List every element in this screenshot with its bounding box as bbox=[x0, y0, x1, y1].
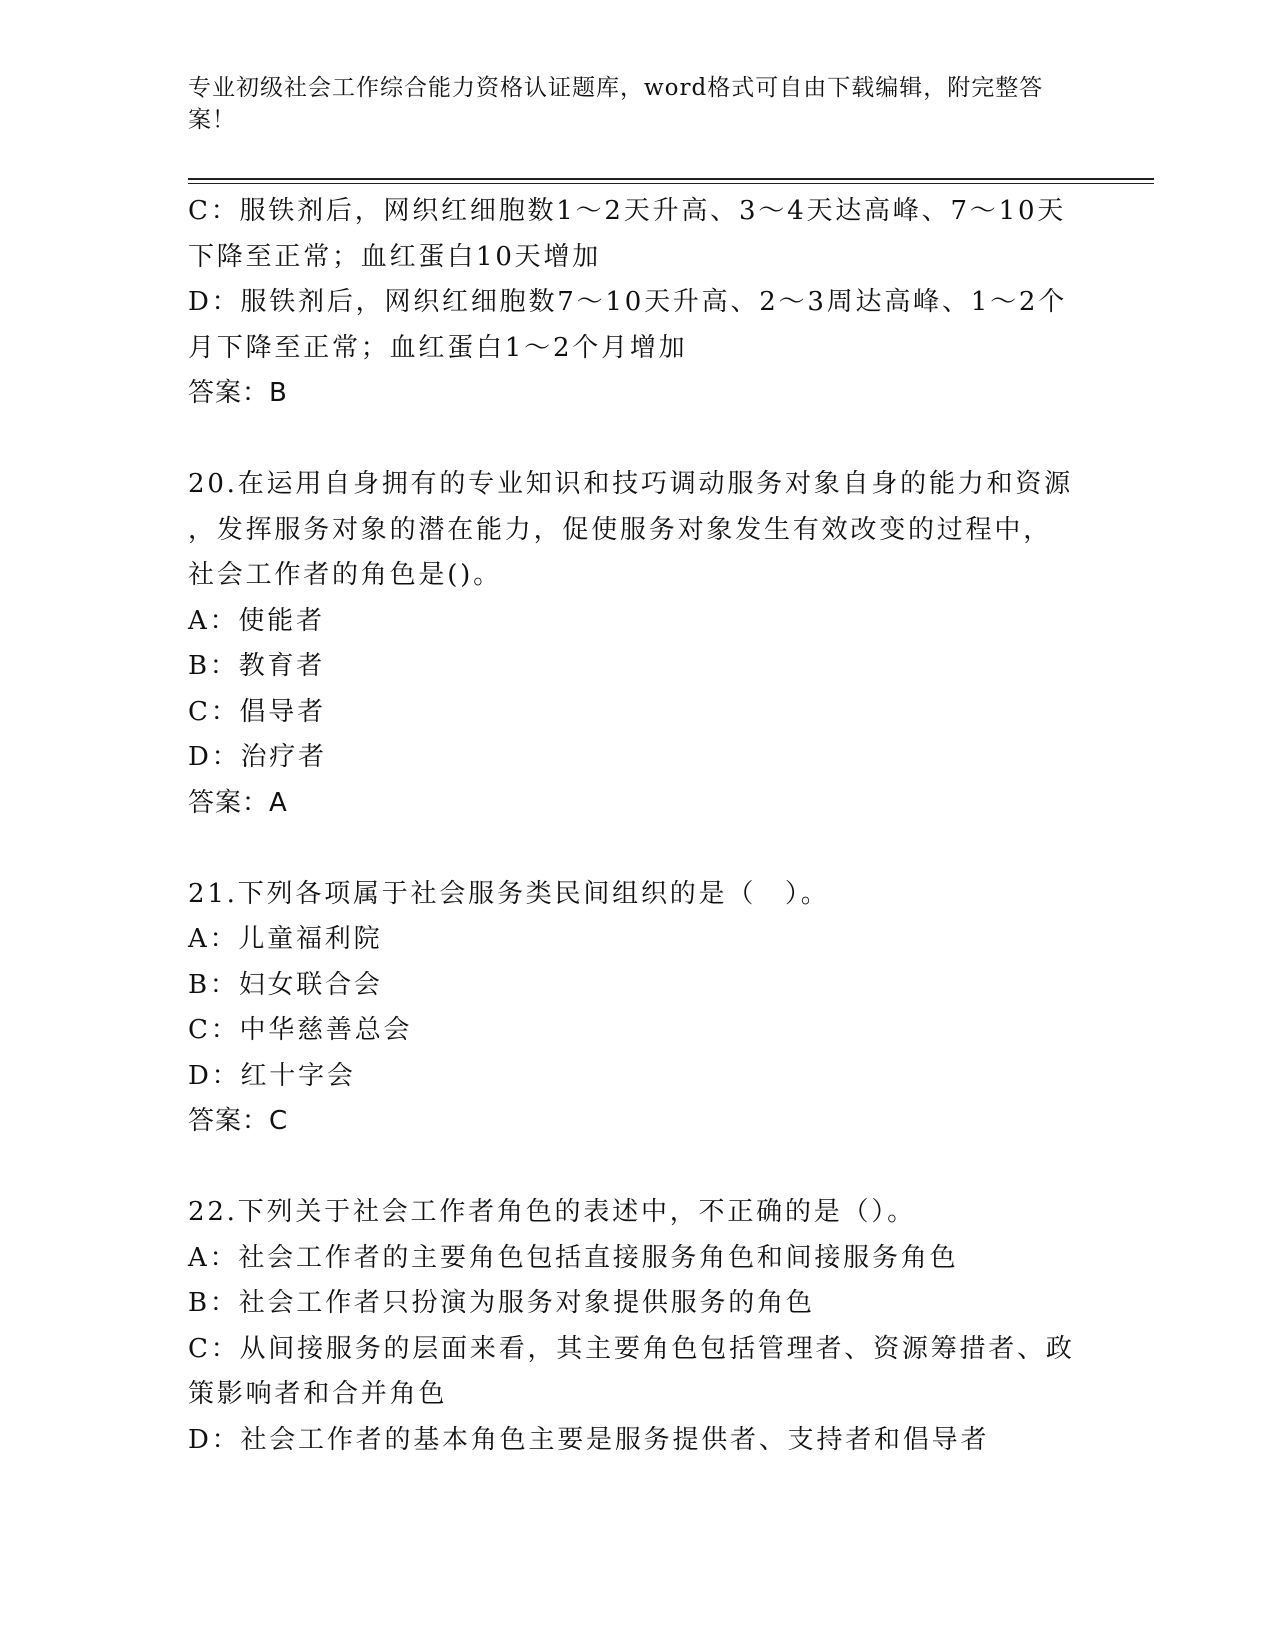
spacer bbox=[188, 826, 1088, 872]
option-c-line-2: 下降至正常；血红蛋白10天增加 bbox=[188, 241, 602, 272]
option-c-line-2: 策影响者和合并角色 bbox=[188, 1379, 448, 1409]
option-c-line-1: C：从间接服务的层面来看，其主要角色包括管理者、资源筹措者、政 bbox=[188, 1333, 1075, 1364]
header-line-2: 案！ bbox=[188, 107, 236, 133]
question-stem-line-1: 20.在运用自身拥有的专业知识和技巧调动服务对象自身的能力和资源 bbox=[188, 469, 1073, 499]
answer-20: 答案：A bbox=[188, 787, 288, 818]
option-c: C：倡导者 bbox=[188, 696, 326, 727]
option-b: B：妇女联合会 bbox=[188, 969, 383, 1000]
question-21 bbox=[188, 872, 1088, 1145]
option-d: D：治疗者 bbox=[188, 742, 327, 772]
page-header bbox=[188, 72, 1068, 136]
question-stem-line-3: 社会工作者的角色是()。 bbox=[188, 560, 502, 590]
option-a: A：社会工作者的主要角色包括直接服务角色和间接服务角色 bbox=[188, 1242, 959, 1273]
option-d-line-1: D：服铁剂后，网织红细胞数7～10天升高、2～3周达高峰、1～2个 bbox=[188, 287, 1068, 317]
question-20 bbox=[188, 462, 1088, 826]
option-a: A：使能者 bbox=[188, 605, 325, 636]
answer-21: 答案：C bbox=[188, 1106, 289, 1136]
question-stem-line-1: 21.下列各项属于社会服务类民间组织的是（ ）。 bbox=[188, 878, 830, 909]
header-rule-thick bbox=[188, 178, 1154, 180]
question-22 bbox=[188, 1190, 1088, 1463]
spacer bbox=[188, 1145, 1088, 1191]
option-b: B：教育者 bbox=[188, 651, 326, 681]
spacer bbox=[188, 417, 1088, 463]
answer-19: 答案：B bbox=[188, 378, 288, 408]
option-a: A：儿童福利院 bbox=[188, 924, 383, 954]
option-c-line-1: C：服铁剂后，网织红细胞数1～2天升高、3～4天达高峰、7～10天 bbox=[188, 196, 1067, 226]
option-b: B：社会工作者只扮演为服务对象提供服务的角色 bbox=[188, 1288, 815, 1318]
header-rule-thin bbox=[188, 183, 1154, 184]
option-d-line-2: 月下降至正常；血红蛋白1～2个月增加 bbox=[188, 332, 688, 363]
question-19-tail bbox=[188, 189, 1088, 417]
option-d: D：红十字会 bbox=[188, 1060, 356, 1091]
header-line-1: 专业初级社会工作综合能力资格认证题库，word格式可自由下载编辑，附完整答 bbox=[188, 75, 1044, 101]
option-d: D：社会工作者的基本角色主要是服务提供者、支持者和倡导者 bbox=[188, 1424, 990, 1455]
option-c: C：中华慈善总会 bbox=[188, 1015, 413, 1045]
question-stem-line-2: ，发挥服务对象的潜在能力，促使服务对象发生有效改变的过程中， bbox=[188, 514, 1053, 545]
question-content bbox=[188, 189, 1088, 1463]
question-stem-line-1: 22.下列关于社会工作者角色的表述中，不正确的是（）。 bbox=[188, 1197, 916, 1227]
